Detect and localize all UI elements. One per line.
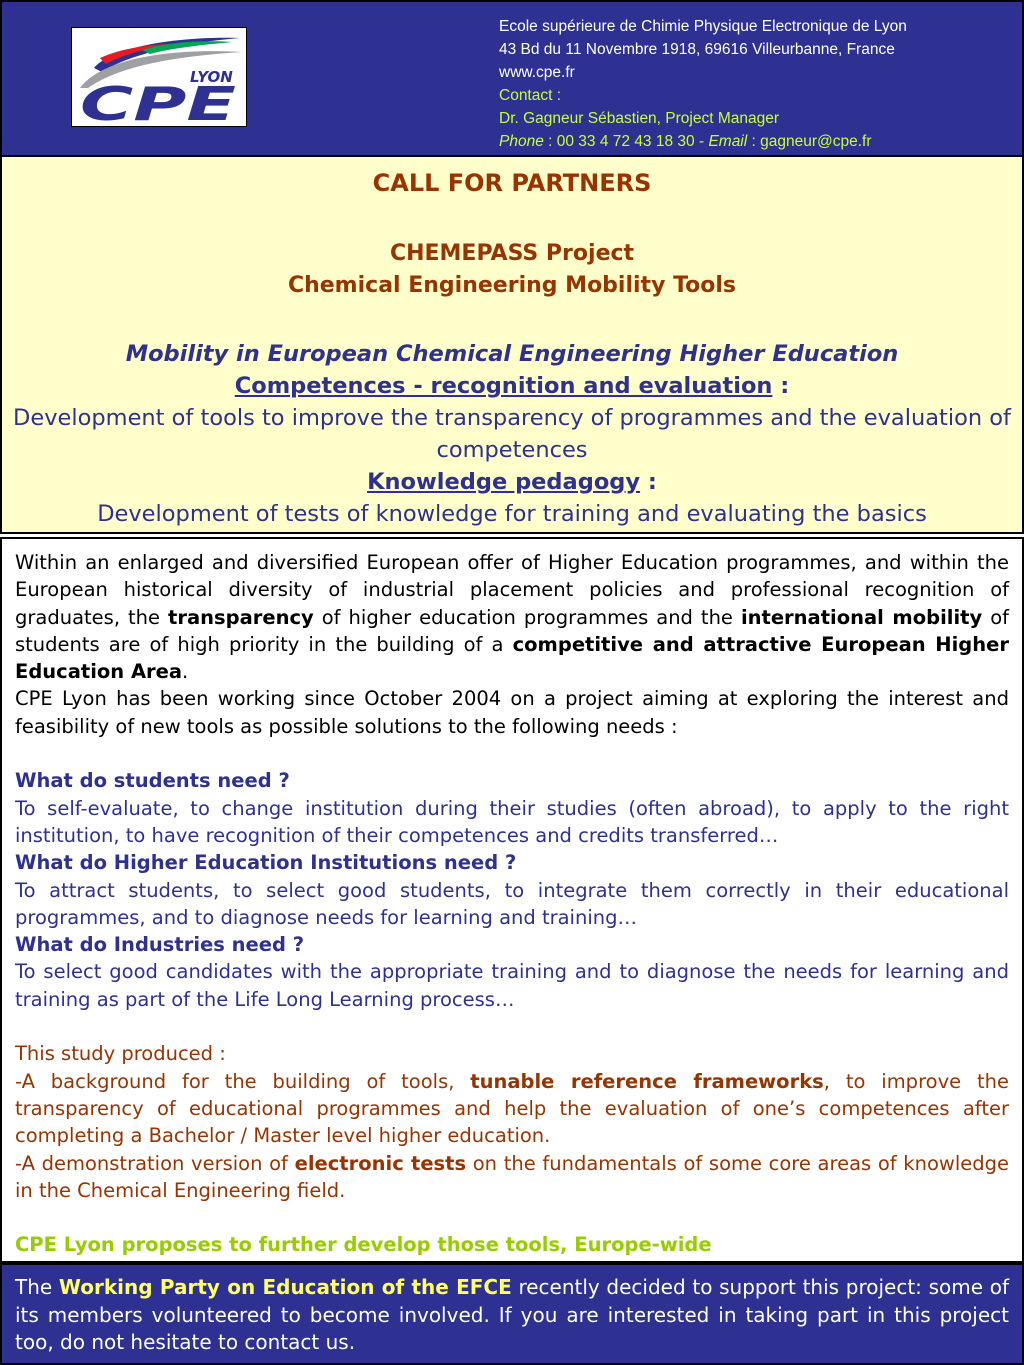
intro-area: competitive and attractive European Higher Education Area: [15, 632, 1009, 684]
footer-banner: [0, 1263, 1024, 1365]
study-item-1-text-b: , to improve the transparency of educational programmes and help the evaluation of one’s competences after completing a Bachelor / Master level higher education.: [15, 1069, 1009, 1148]
spacer: [15, 740, 1009, 767]
footer-efce: Working Party on Education of the EFCE: [58, 1275, 512, 1299]
students-answer: To self-evaluate, to change institution during their studies (often abroad), to apply to the right institution, to have recognition of their competences and credits transferred…: [15, 796, 1009, 847]
intro-transparency: transparency: [168, 605, 314, 629]
cpe-logo-graphic: [72, 28, 246, 126]
study-item-tests: [15, 1150, 1009, 1205]
phone-value: : 00 33 4 72 43 18 30 -: [543, 133, 709, 150]
title-band: [0, 157, 1024, 534]
study-heading: This study produced :: [15, 1042, 226, 1066]
industries-answer: To select good candidates with the appropriate training and to diagnose the needs for learning and training as part of the Life Long Learning process…: [15, 960, 1009, 1011]
knowledge-line: [12, 466, 1012, 498]
body-section: [0, 537, 1024, 1263]
knowledge-heading: Knowledge pedagogy: [367, 469, 641, 495]
intro-text-3: of students are of high priority in the building of a: [15, 605, 1010, 656]
project-paragraph: CPE Lyon has been working since October 2004 on a project aiming at exploring the interest and feasibility of new tools as possible solutions to the following needs :: [15, 687, 1009, 738]
project-name: CHEMEPASS Project: [389, 241, 635, 266]
proposal-statement: CPE Lyon proposes to further develop those tools, Europe-wide: [15, 1233, 712, 1257]
competences-text: Development of tools to improve the transparency of programmes and the evaluation of competences: [13, 405, 1011, 463]
industries-question: What do Industries need ?: [15, 933, 305, 957]
study-item-2-text-b: on the fundamentals of some core areas of knowledge in the Chemical Engineering field.: [15, 1151, 1010, 1202]
intro-mobility: international mobility: [740, 605, 983, 629]
competences-line: [12, 370, 1012, 402]
study-item-1-bold: tunable reference frameworks: [470, 1069, 824, 1093]
footer-text-a: The: [15, 1275, 59, 1299]
study-item-2-text-a: -A demonstration version of: [15, 1151, 295, 1175]
project-summary: [12, 338, 1012, 530]
call-for-partners-title: CALL FOR PARTNERS: [372, 169, 652, 197]
institutions-question: What do Higher Education Institutions need ?: [15, 851, 517, 875]
school-address: 43 Bd du 11 Novembre 1918, 69616 Villeurbanne, France: [499, 41, 895, 58]
email-value[interactable]: : gagneur@cpe.fr: [747, 133, 872, 150]
school-name: Ecole supérieure de Chimie Physique Electronique de Lyon: [499, 18, 907, 35]
intro-period: .: [182, 660, 189, 684]
school-website[interactable]: www.cpe.fr: [499, 64, 575, 81]
spacer: [15, 1013, 1009, 1040]
project-subtitle: Chemical Engineering Mobility Tools: [287, 273, 737, 298]
project-title: [2, 238, 1022, 302]
contact-person: Dr. Gagneur Sébastien, Project Manager: [499, 110, 780, 127]
intro-paragraph: [15, 549, 1009, 685]
intro-text-2: of higher education programmes and the: [313, 605, 741, 629]
students-question: What do students need ?: [15, 769, 290, 793]
study-item-1-text-a: -A background for the building of tools,: [15, 1069, 471, 1093]
competences-colon: :: [772, 373, 790, 399]
mobility-heading: Mobility in European Chemical Engineering Higher Education: [125, 341, 899, 367]
contact-phone-email: [499, 130, 1019, 153]
study-item-frameworks: [15, 1068, 1009, 1150]
contact-block: [499, 15, 1019, 153]
contact-label: Contact :: [499, 87, 562, 104]
intro-text-1: Within an enlarged and diversified European offer of Higher Education programmes, and within the European historical diversity of industrial placement policies and professional recognition of graduates, the: [15, 551, 1009, 629]
study-item-2-bold: electronic tests: [294, 1151, 467, 1175]
email-label: Email: [708, 133, 748, 150]
footer-text: [15, 1274, 1009, 1357]
phone-label: Phone: [499, 133, 544, 150]
logo-cpe-text: CPE: [80, 77, 236, 126]
knowledge-text: Development of tests of knowledge for training and evaluating the basics: [97, 501, 927, 527]
spacer: [15, 1204, 1009, 1231]
competences-heading: Competences - recognition and evaluation: [234, 373, 773, 399]
knowledge-colon: :: [640, 469, 657, 495]
body-text: [15, 549, 1009, 1259]
cpe-lyon-logo: [71, 27, 247, 127]
logo-lyon-text: LYON: [190, 68, 233, 86]
institutions-answer: To attract students, to select good students, to integrate them correctly in their educational programmes, and to diagnose needs for learning and training…: [15, 878, 1009, 929]
header-banner: [0, 0, 1024, 157]
footer-text-b: recently decided to support this project: some of its members volunteered to become involved. If you are interested in taking part in this project too, do not hesitate to contact us.: [15, 1275, 1009, 1354]
